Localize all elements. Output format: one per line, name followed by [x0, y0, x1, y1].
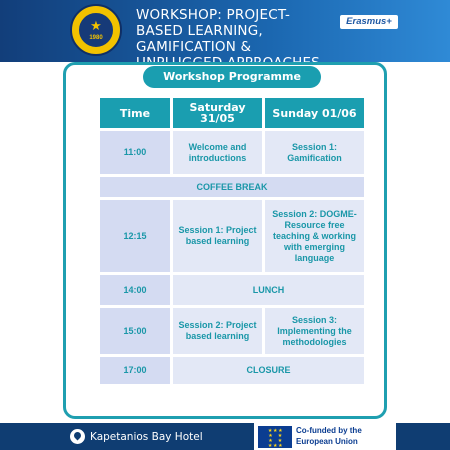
column-header-sunday: Sunday 01/06: [265, 98, 364, 128]
school-logo: [70, 4, 122, 56]
sunday-session: Session 3: Implementing the methodologies: [265, 308, 364, 354]
workshop-title: WORKSHOP: PROJECT-BASED LEARNING, GAMIFICATION &: [136, 7, 291, 55]
time-cell: 14:00: [100, 275, 170, 305]
sunday-session: Session 2: DOGME- Resource free teaching & working with emerging language: [265, 200, 364, 272]
break-row: LUNCH: [173, 275, 364, 305]
break-row: COFFEE BREAK: [100, 177, 364, 197]
saturday-session: Welcome and introductions: [173, 131, 262, 174]
logo-emblem: [77, 11, 115, 49]
time-cell: 12:15: [100, 200, 170, 272]
erasmus-logo: Erasmus+: [340, 15, 398, 29]
column-header-saturday: Saturday 31/05: [173, 98, 262, 128]
time-cell: 15:00: [100, 308, 170, 354]
star-icon: ★: [90, 19, 102, 34]
eu-flag-icon: [258, 426, 292, 448]
programme-title: Workshop Programme: [143, 66, 321, 88]
column-header-time: Time: [100, 98, 170, 128]
saturday-session: Session 1: Project based learning: [173, 200, 262, 272]
sunday-session: Session 1: Gamification: [265, 131, 364, 174]
eu-stars: ★ ★ ★ ★ ★ ★ ★ ★ ★ ★: [267, 428, 283, 449]
venue-name: Kapetanios Bay Hotel: [90, 431, 203, 443]
saturday-session: Session 2: Project based learning: [173, 308, 262, 354]
time-cell: 11:00: [100, 131, 170, 174]
break-row: CLOSURE: [173, 357, 364, 384]
eu-funding-text: Co-funded by the European Union: [296, 426, 362, 446]
logo-year: 1980: [89, 35, 103, 41]
time-cell: 17:00: [100, 357, 170, 384]
